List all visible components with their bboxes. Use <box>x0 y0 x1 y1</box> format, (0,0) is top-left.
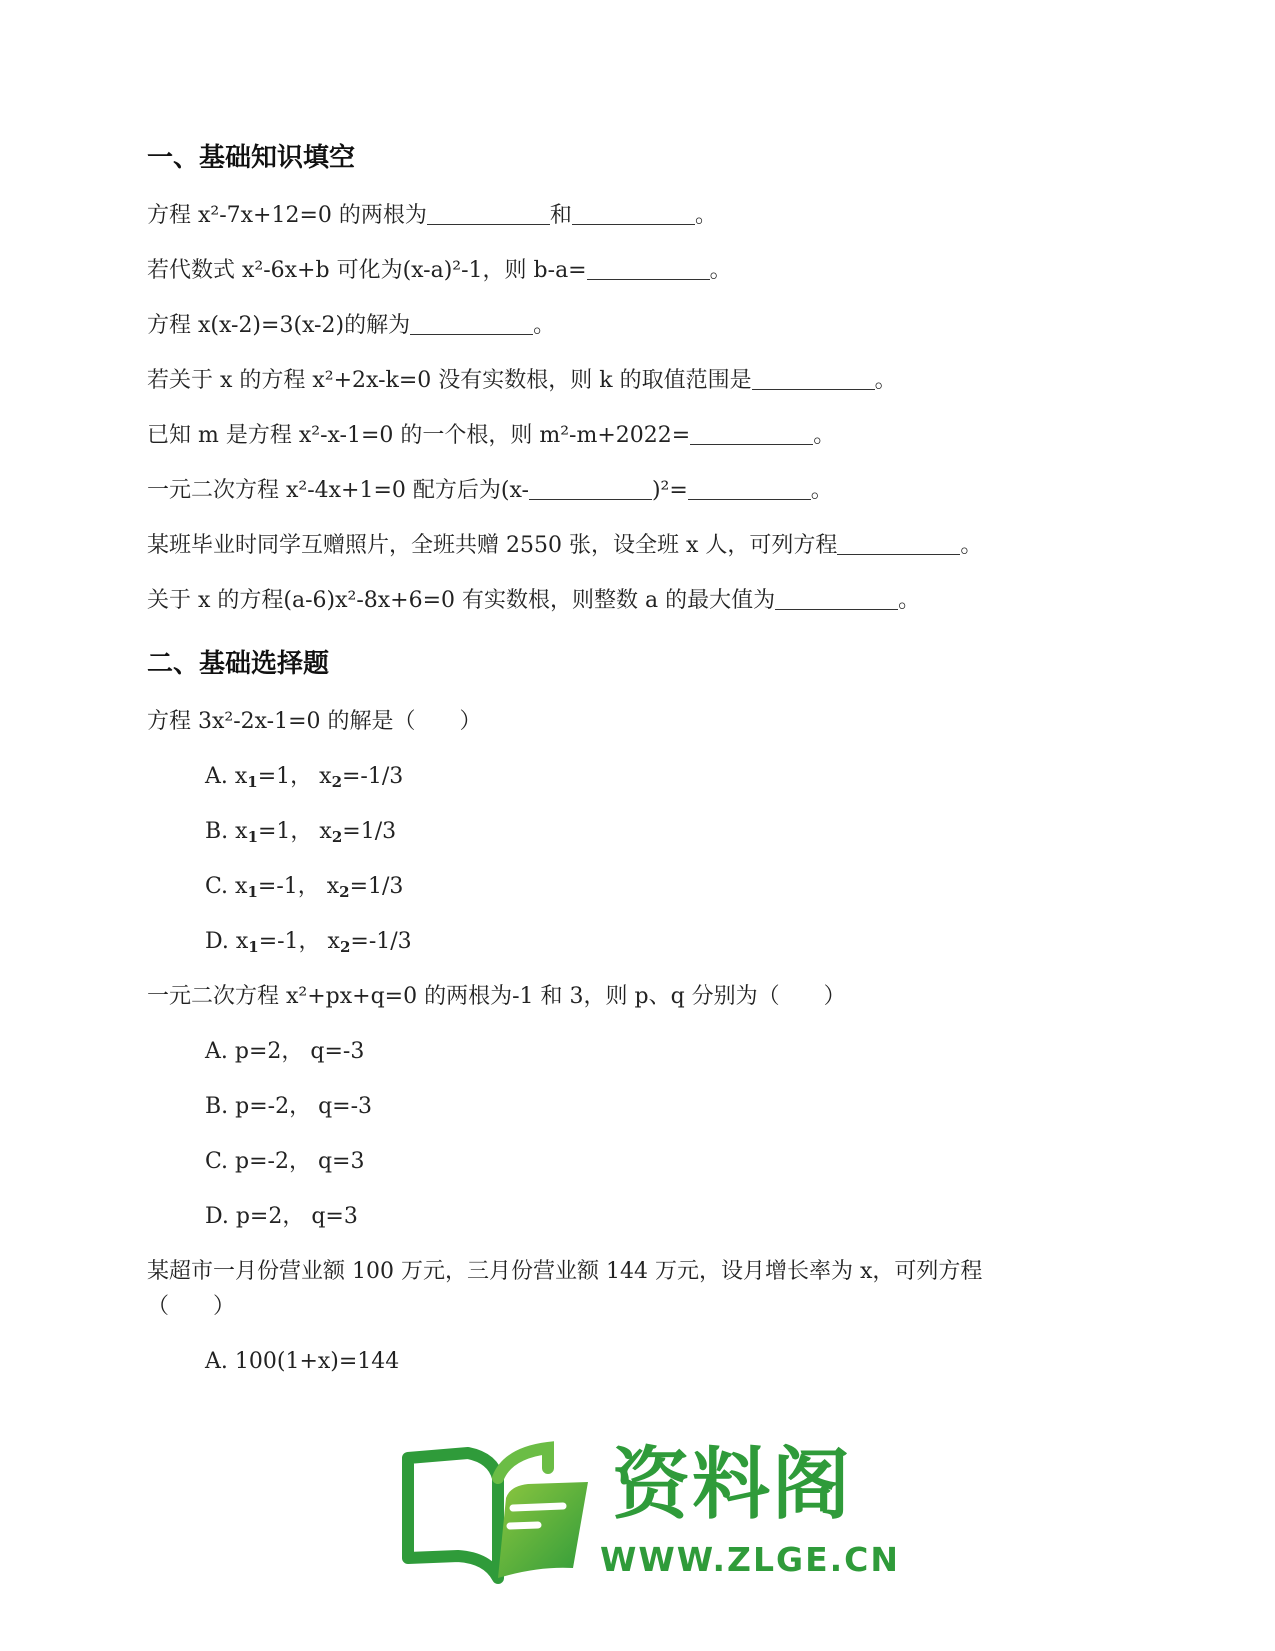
choice-question-3: 某超市一月份营业额 100 万元，三月份营业额 144 万元，设月增长率为 x，可列方程 <box>147 1259 983 1284</box>
choice-question-1: 方程 3x²-2x-1=0 的解是（ ） <box>147 709 482 734</box>
option-d[interactable]: D. p=2， q=3 <box>205 1204 358 1229</box>
fill-question-1: 方程 x²-7x+12=0 的两根为 和 。 <box>147 203 717 228</box>
choice-question-3-paren: （ ） <box>147 1294 236 1319</box>
document-page <box>147 140 1147 1377</box>
option-c[interactable]: C. $x_1=-1$， $x_2=1/3$ <box>205 874 404 901</box>
fill-question-2: 若代数式 x²-6x+b 可化为(x-a)²-1，则 b-a= 。 <box>147 258 732 283</box>
answer-blank[interactable] <box>410 312 533 335</box>
fill-question-3: 方程 x(x-2)=3(x-2)的解为 。 <box>147 313 556 338</box>
option-d[interactable]: D. $x_1=-1$， $x_2=-1/3$ <box>205 929 412 956</box>
answer-blank[interactable] <box>688 477 811 500</box>
option-b[interactable]: B. $x_1=1$， $x_2=1/3$ <box>205 819 397 846</box>
answer-blank[interactable] <box>427 202 550 225</box>
answer-blank[interactable] <box>690 422 813 445</box>
option-b[interactable]: B. p=-2， q=-3 <box>205 1094 373 1119</box>
option-a[interactable]: A. p=2， q=-3 <box>205 1039 365 1064</box>
fill-question-5: 已知 m 是方程 x²-x-1=0 的一个根，则 m²-m+2022= 。 <box>147 423 836 448</box>
answer-blank[interactable] <box>587 257 710 280</box>
answer-blank[interactable] <box>837 532 960 555</box>
answer-blank[interactable] <box>529 477 652 500</box>
option-a[interactable]: A. 100(1+x)=144 <box>205 1349 400 1374</box>
fill-question-4: 若关于 x 的方程 x²+2x-k=0 没有实数根，则 k 的取值范围是 。 <box>147 368 897 393</box>
answer-blank[interactable] <box>775 587 898 610</box>
fill-question-6: 一元二次方程 x²-4x+1=0 配方后为(x- )²= 。 <box>147 478 833 503</box>
fill-question-7: 某班毕业时同学互赠照片，全班共赠 2550 张，设全班 x 人，可列方程 。 <box>147 533 983 558</box>
fill-question-8: 关于 x 的方程(a-6)x²-8x+6=0 有实数根，则整数 a 的最大值为 。 <box>147 588 921 613</box>
book-logo-icon <box>398 1438 598 1588</box>
watermark-url: WWW.ZLGE.CN <box>600 1540 901 1579</box>
option-c[interactable]: C. p=-2， q=3 <box>205 1149 365 1174</box>
answer-blank[interactable] <box>752 367 875 390</box>
answer-blank[interactable] <box>572 202 695 225</box>
section-heading-1: 一、基础知识填空 <box>147 143 356 173</box>
watermark-brand-name: 资料阁 <box>612 1440 853 1530</box>
option-a[interactable]: A. $x_1=1$， $x_2=-1/3$ <box>205 764 404 791</box>
choice-question-2: 一元二次方程 x²+px+q=0 的两根为-1 和 3，则 p、q 分别为（ ） <box>147 984 846 1009</box>
section-heading-2: 二、基础选择题 <box>147 649 330 679</box>
